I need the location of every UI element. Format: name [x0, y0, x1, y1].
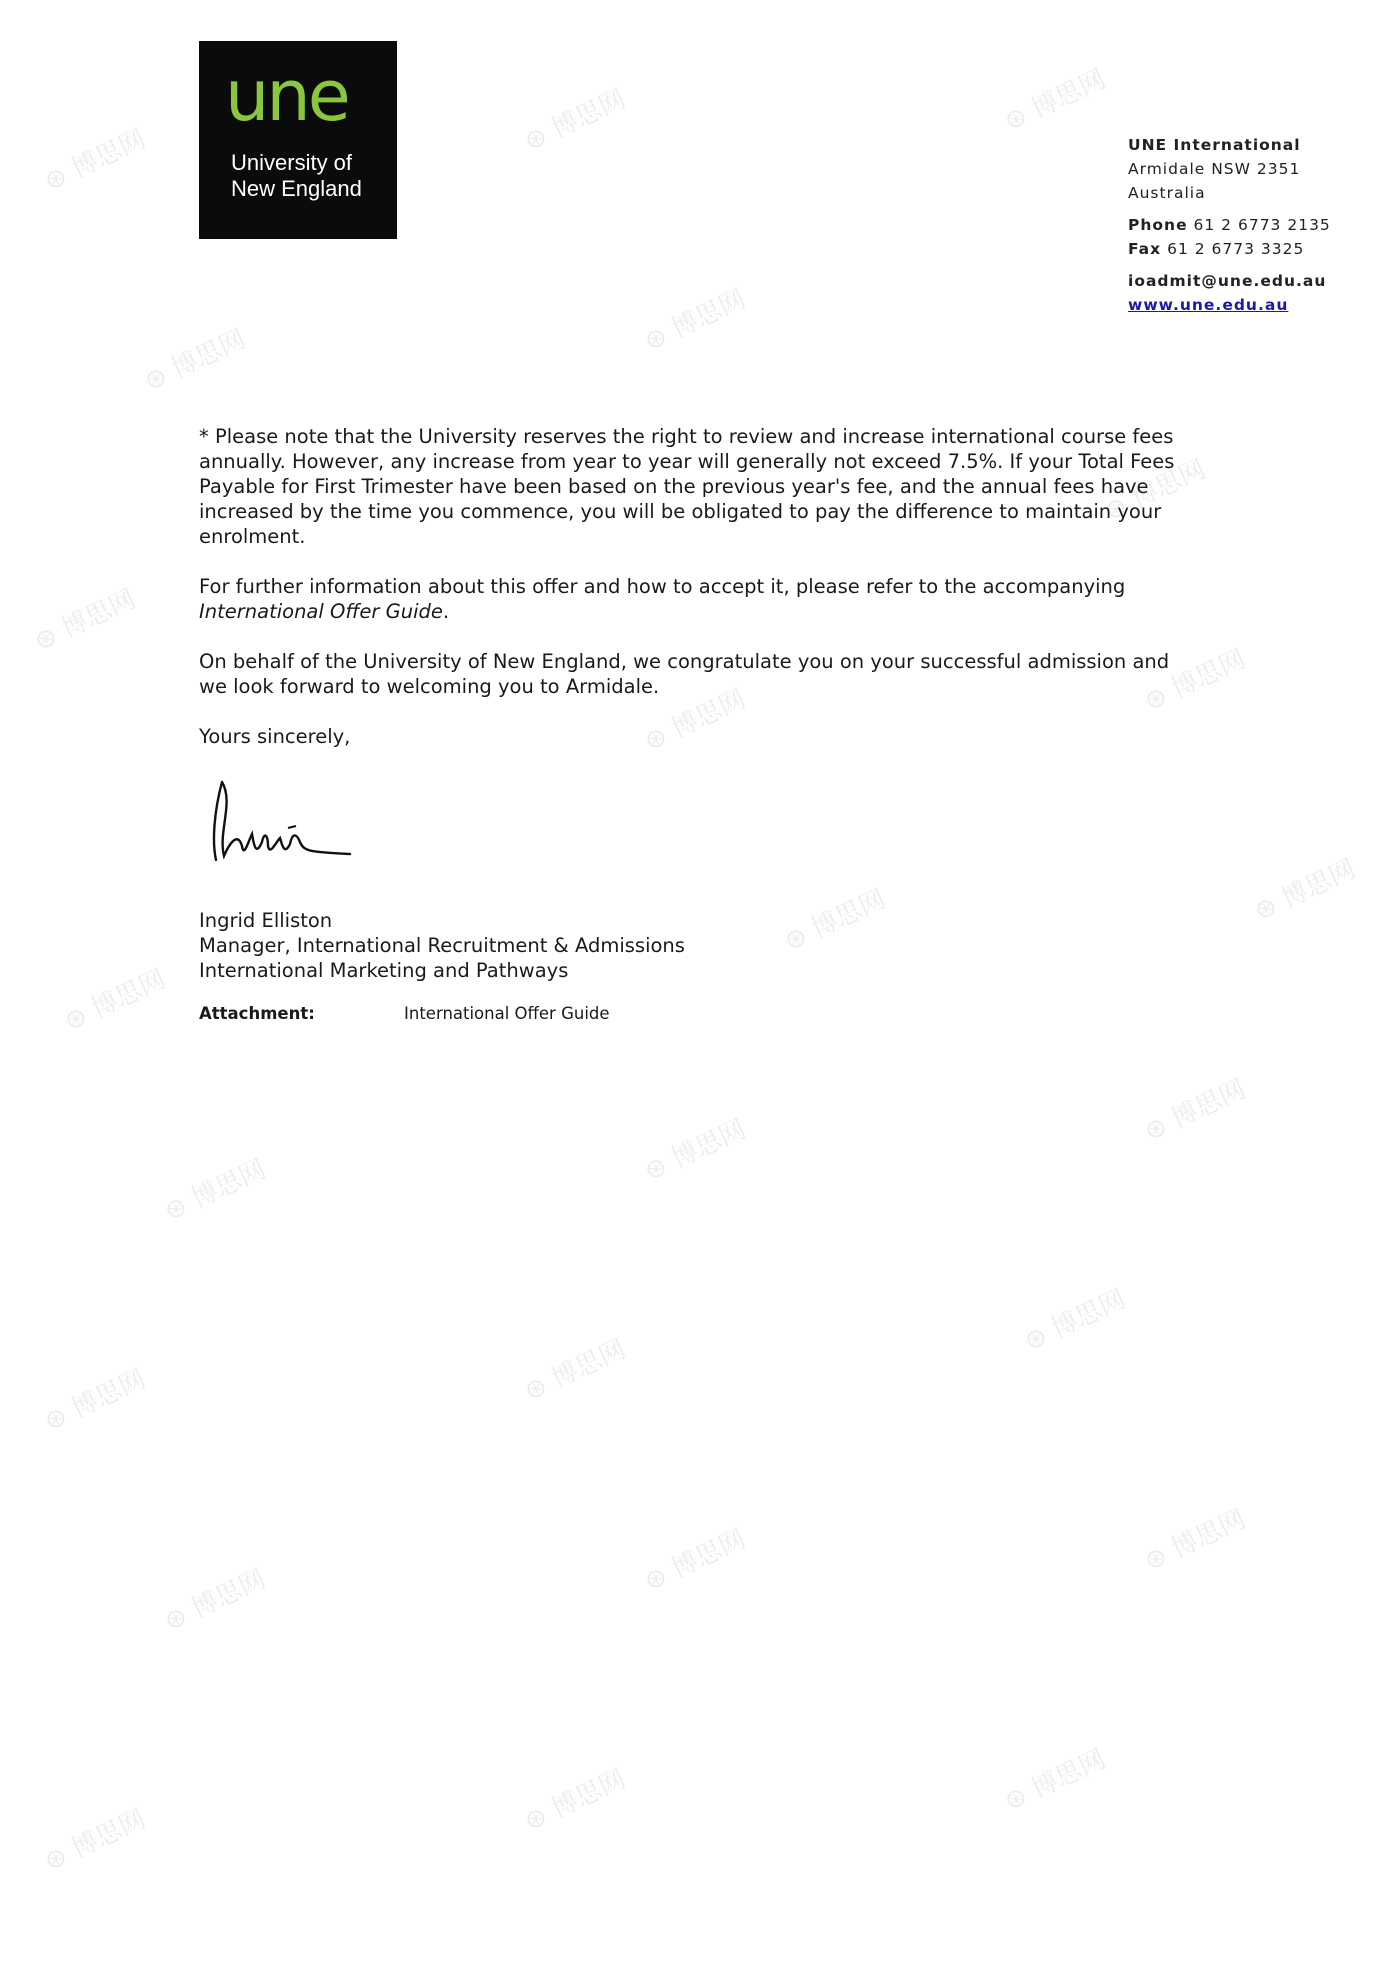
watermark-layer: ⊛ 博思网 ⊛ 博思网 ⊛ 博思网 ⊛ 博思网 ⊛ 博思网 ⊛ 博思网 ⊛ 博思网 ⊛ 博思网 ⊛ 博思网 ⊛ 博思网 ⊛ 博思网 ⊛ 博思网 ⊛ 博思网 ⊛ 博思网 ⊛ 博思网 ⊛ 博思网 ⊛ 博思网 ⊛ 博思网 ⊛ 博思网 ⊛ 博思网 ⊛ 博思网 ⊛ 博思网 ⊛ 博思网 ⊛ 博思网 — [29, 64, 1361, 1878]
email-address: ioadmit@une.edu.au — [1128, 272, 1327, 290]
fax-line — [1128, 237, 1331, 261]
attachment-label: Attachment: — [199, 1004, 315, 1023]
website-link[interactable]: www.une.edu.au — [1128, 296, 1289, 314]
phone-label: Phone — [1128, 216, 1188, 234]
country-line: Australia — [1128, 184, 1206, 202]
signature-image — [204, 772, 354, 872]
logo-name-line1: University of — [231, 150, 353, 175]
fax-number: 61 2 6773 3325 — [1167, 240, 1305, 258]
logo-mark: une — [225, 55, 348, 137]
fee-notice-paragraph: * Please note that the University reserves the right to review and increase international course fees annually. However, any increase from year to year will generally not exceed 7.5%. If your Total Fees Payable for First Trimester have been based on the previous year's fee, and the annual fees have increased by the time you commence, you will be obligated to pay the difference to maintain your enrolment. — [199, 425, 1175, 548]
une-logo — [199, 41, 397, 239]
signer-title: Manager, International Recruitment & Admissions — [199, 934, 685, 957]
phone-line — [1128, 213, 1331, 237]
letter-body — [199, 424, 1189, 774]
logo-name-line2: New England — [231, 176, 362, 201]
org-name: UNE International — [1128, 136, 1301, 154]
info-text: For further information about this offer and how to accept it, please refer to the accompanying — [199, 575, 1126, 598]
info-end: . — [442, 600, 450, 623]
attachment-line — [199, 1003, 610, 1025]
phone-number: 61 2 6773 2135 — [1193, 216, 1331, 234]
signer-block — [199, 908, 685, 983]
city-line: Armidale NSW 2351 — [1128, 160, 1301, 178]
congratulations-paragraph: On behalf of the University of New England, we congratulate you on your successful admission and we look forward to welcoming you to Armidale. — [199, 650, 1170, 698]
attachment-value: International Offer Guide — [404, 1004, 610, 1023]
offer-guide-reference: International Offer Guide — [199, 600, 443, 623]
closing-line: Yours sincerely, — [199, 725, 351, 748]
info-paragraph — [199, 574, 1189, 624]
sender-address — [1128, 133, 1331, 317]
fax-label: Fax — [1128, 240, 1162, 258]
signer-name: Ingrid Elliston — [199, 909, 333, 932]
signer-department: International Marketing and Pathways — [199, 959, 569, 982]
